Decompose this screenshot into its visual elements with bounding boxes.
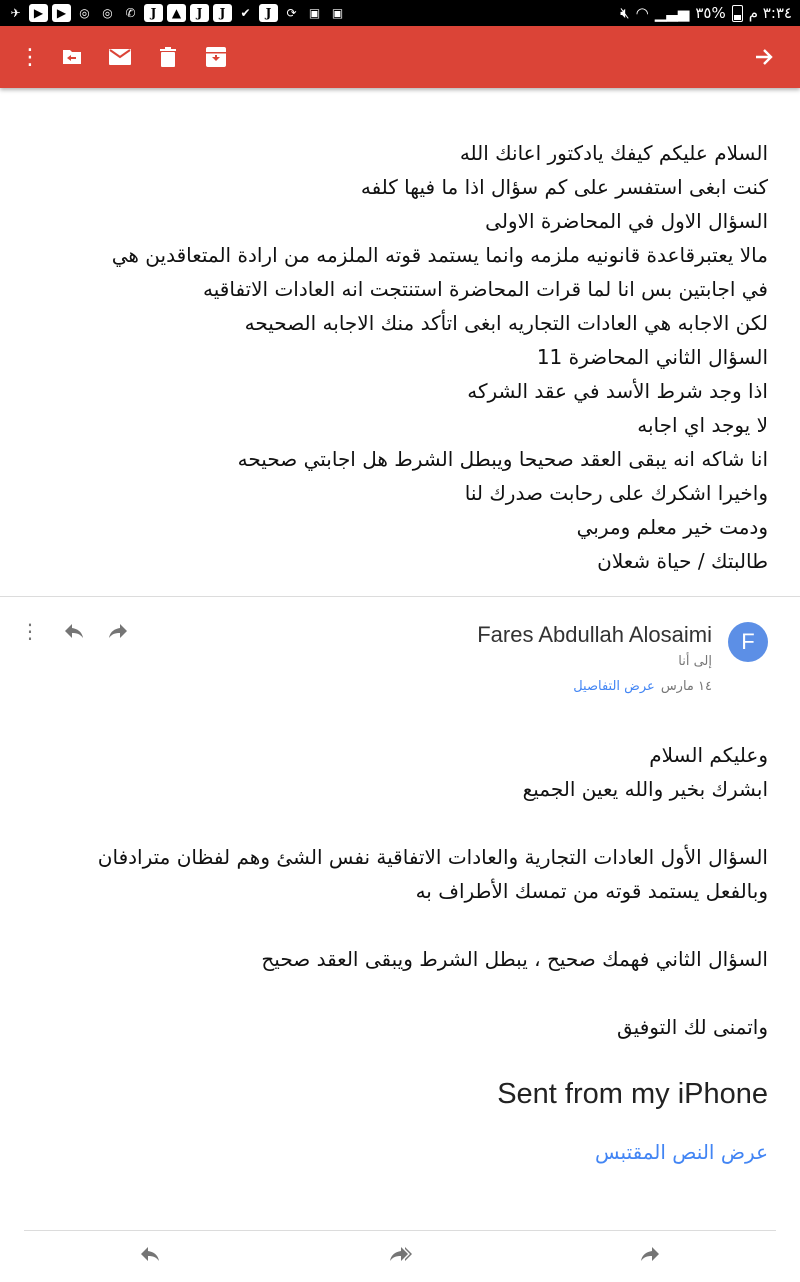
body-line: لا يوجد اي اجابه: [637, 413, 768, 437]
body-line: واخيرا اشكرك على رحابت صدرك لنا: [464, 481, 768, 505]
forward-button[interactable]: [580, 1242, 720, 1266]
blank-line: [28, 908, 768, 942]
check-icon: ✔: [240, 6, 251, 20]
archive-icon[interactable]: [192, 26, 240, 88]
notification-icons: [0, 4, 347, 22]
forward-icon[interactable]: [96, 616, 140, 646]
telegram-icon: ✈: [10, 6, 21, 20]
delete-icon[interactable]: [144, 26, 192, 88]
more-vert-icon[interactable]: ⋮: [20, 619, 40, 643]
body-line: السؤال الأول العادات التجارية والعادات الاتفاقية نفس الشئ وهم لفظان مترادفان: [97, 845, 768, 869]
reply-all-button[interactable]: [330, 1242, 470, 1266]
status-bar: [0, 0, 800, 26]
battery-icon: [732, 5, 743, 22]
body-line: السلام عليكم كيفك يادكتور اعانك الله: [459, 141, 768, 165]
body-line: السؤال الاول في المحاضرة الاولى: [485, 209, 768, 233]
message-body-2: [28, 738, 768, 1044]
back-arrow-icon[interactable]: [740, 26, 788, 88]
system-icons: [620, 4, 800, 22]
body-line: مالا يعتبرقاعدة قانونيه ملزمه وانما يستمد قوته الملزمه من ارادة المتعاقدين هي: [111, 243, 768, 267]
reply-all-icon: [330, 1242, 470, 1266]
battery-percent: ٣٥%: [695, 4, 726, 22]
mute-icon: 🔇︎: [620, 4, 630, 22]
clock: ٣:٣٤ م: [748, 4, 792, 22]
body-line: كنت ابغى استفسر على كم سؤال اذا ما فيها كلفه: [360, 175, 768, 199]
reply-button[interactable]: [80, 1242, 220, 1266]
reply-icon[interactable]: [52, 616, 96, 646]
body-line: وعليكم السلام: [649, 743, 768, 767]
chat-icon: ◎: [102, 6, 113, 20]
j-app-icon: J: [259, 4, 278, 22]
body-line: واتمنى لك التوفيق: [616, 1015, 768, 1039]
signal-icon: ▁▃▅: [654, 4, 690, 22]
move-to-icon[interactable]: [48, 26, 96, 88]
chat-icon: ◎: [79, 6, 90, 20]
forward-icon: [580, 1242, 720, 1266]
youtube-icon: ▶: [52, 4, 71, 22]
more-vert-icon[interactable]: ⋮: [19, 44, 41, 70]
photo-icon: ▣: [331, 6, 344, 20]
image-icon: ▲: [167, 4, 186, 22]
j-app-icon: J: [213, 4, 232, 22]
body-line: ابشرك بخير والله يعين الجميع: [522, 777, 768, 801]
avatar[interactable]: F: [728, 622, 768, 662]
body-line: وبالفعل يستمد قوته من تمسك الأطراف به: [415, 879, 768, 903]
date-row: [573, 679, 712, 694]
body-line: في اجابتين بس انا لما قرات المحاضرة استنتجت انه العادات الاتفاقيه: [203, 277, 768, 301]
view-details-link[interactable]: عرض التفاصيل: [573, 679, 655, 694]
photo-icon: ▣: [308, 6, 321, 20]
wifi-icon: ◠: [635, 4, 649, 22]
youtube-icon: ▶: [29, 4, 48, 22]
message-date: ١٤ مارس: [660, 679, 712, 694]
body-line: السؤال الثاني المحاضرة 11: [536, 345, 768, 369]
body-line: اذا وجد شرط الأسد في عقد الشركه: [467, 379, 768, 403]
blank-line: [28, 976, 768, 1010]
message-body-1: [48, 136, 768, 578]
sender-name: Fares Abdullah Alosaimi: [477, 622, 712, 647]
body-line: لكن الاجابه هي العادات التجاريه ابغى اتأكد منك الاجابه الصحيحه: [244, 311, 768, 335]
message-divider: [0, 596, 800, 597]
message-actions: [8, 616, 140, 646]
whatsapp-icon: ✆: [125, 6, 136, 20]
reply-icon: [80, 1242, 220, 1266]
blank-line: [28, 806, 768, 840]
mark-unread-icon[interactable]: [96, 26, 144, 88]
app-toolbar: [0, 26, 800, 88]
j-app-icon: J: [144, 4, 163, 22]
body-line: ودمت خير معلم ومربي: [576, 515, 768, 539]
footer-divider: [24, 1230, 776, 1231]
body-line: السؤال الثاني فهمك صحيح ، يبطل الشرط ويبقى العقد صحيح: [261, 947, 768, 971]
j-app-icon: J: [190, 4, 209, 22]
bottom-action-bar: [0, 1242, 800, 1282]
body-line: انا شاكه انه يبقى العقد صحيحا ويبطل الشرط هل اجابتي صحيحه: [237, 447, 768, 471]
show-quoted-text-link[interactable]: عرض النص المقتبس: [595, 1140, 768, 1164]
sync-icon: ⟳: [286, 6, 297, 20]
recipient-label: إلى أنا: [678, 654, 712, 669]
signature: Sent from my iPhone: [497, 1078, 768, 1110]
body-line: طالبتك / حياة شعلان: [597, 549, 768, 573]
